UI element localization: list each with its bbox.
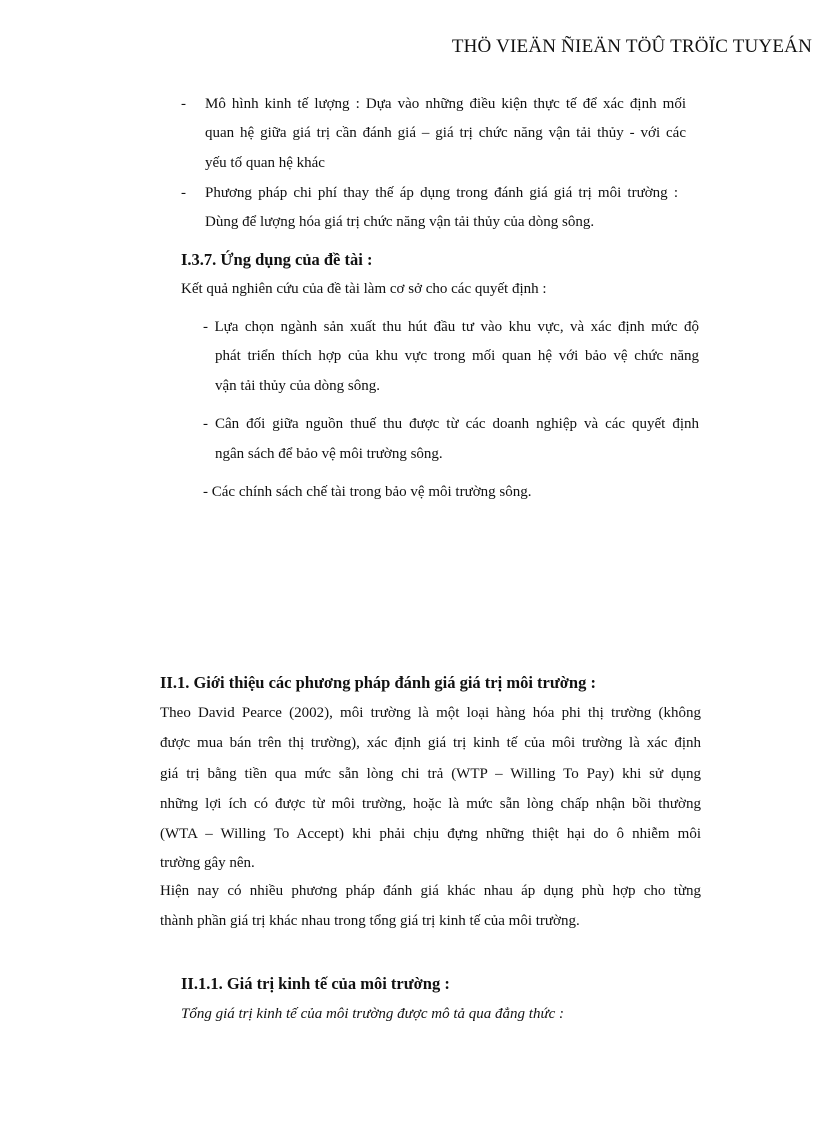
list-item-line: phát triển thích hợp của khu vực trong mối quan hệ với bảo vệ chức năng [215,348,699,364]
section-heading: II.1. Giới thiệu các phương pháp đánh giá giá trị môi trường : [160,673,596,692]
page-header-title: THÖ VIEÄN ÑIEÄN TÖÛ TRÖÏC TUYEÁN [451,36,812,57]
list-item-line: ngân sách để bảo vệ môi trường sông. [215,446,443,462]
bullet-line: Phương pháp chi phí thay thế áp dụng trong đánh giá giá trị môi trường : [205,185,678,201]
section-intro: Kết quả nghiên cứu của đề tài làm cơ sở cho các quyết định : [181,281,547,297]
list-item-line: vận tải thủy của dòng sông. [215,378,380,394]
bullet-line: yếu tố quan hệ khác [205,155,325,171]
paragraph-line: thành phần giá trị khác nhau trong tổng giá trị kinh tế của môi trường. [160,913,580,929]
list-item-line: - Cân đối giữa nguồn thuế thu được từ các doanh nghiệp và các quyết định [203,416,699,432]
section-heading: I.3.7. Ứng dụng của đề tài : [181,250,373,269]
subsection-heading: II.1.1. Giá trị kinh tế của môi trường : [181,974,450,993]
bullet-line: Dùng để lượng hóa giá trị chức năng vận tải thủy của dòng sông. [205,214,595,230]
italic-statement: Tổng giá trị kinh tế của môi trường được mô tả qua đẳng thức : [181,1006,565,1022]
paragraph-line: trường gây nên. [160,855,255,871]
paragraph-line: Theo David Pearce (2002), môi trường là một loại hàng hóa phi thị trường (không [160,705,701,721]
paragraph-line: được mua bán trên thị trường), xác định giá trị kinh tế của môi trường là xác định [160,735,701,751]
bullet-marker: - [181,96,186,112]
paragraph-line: (WTA – Willing To Accept) khi phải chịu đựng những thiệt hại do ô nhiễm môi [160,826,701,842]
bullet-line: Mô hình kinh tế lượng : Dựa vào những điều kiện thực tế để xác định mối [205,96,686,112]
bullet-marker: - [181,185,186,201]
paragraph-line: những lợi ích có được từ môi trường, hoặc là mức sẵn lòng chấp nhận bồi thường [160,796,701,812]
paragraph-line: Hiện nay có nhiều phương pháp đánh giá khác nhau áp dụng phù hợp cho từng [160,883,701,899]
bullet-line: quan hệ giữa giá trị cần đánh giá – giá trị chức năng vận tải thủy - với các [205,125,686,141]
paragraph-line: giá trị bằng tiền qua mức sẵn lòng chi trả (WTP – Willing To Pay) khi sử dụng [160,766,701,782]
list-item-line: - Lựa chọn ngành sản xuất thu hút đầu tư vào khu vực, và xác định mức độ [203,319,699,335]
list-item-line: - Các chính sách chế tài trong bảo vệ môi trường sông. [203,484,532,500]
